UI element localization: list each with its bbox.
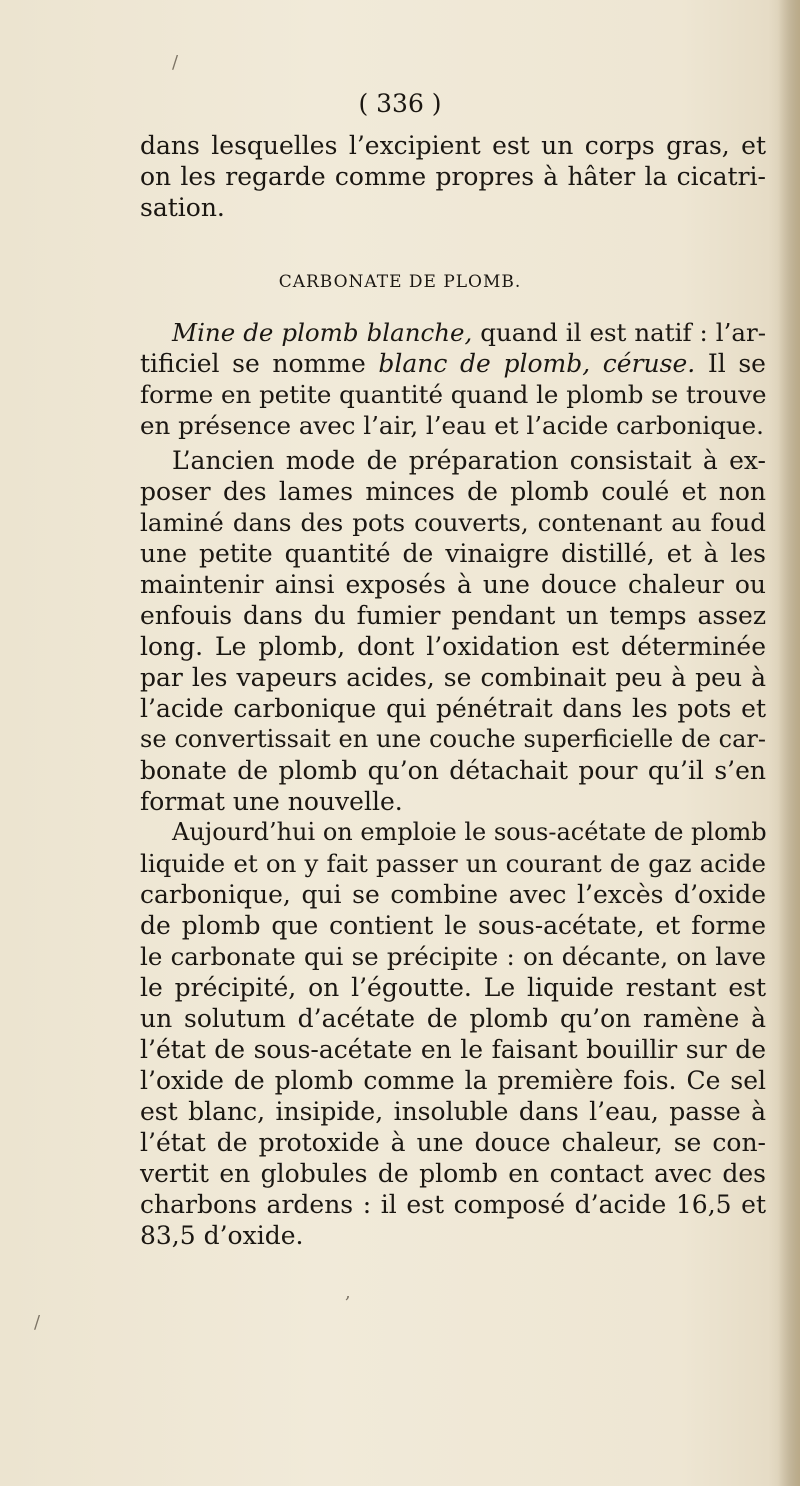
text-line: l’état de sous-acétate en le faisant bouillir sur de <box>140 1035 766 1064</box>
text-line: enfouis dans du fumier pendant un temps assez <box>140 601 766 630</box>
text-line: poser des lames minces de plomb coulé et non <box>140 477 766 506</box>
section-heading: CARBONATE DE PLOMB. <box>278 272 522 292</box>
italic-term: blanc de plomb, céruse. <box>378 349 696 378</box>
text-line: forme en petite quantité quand le plomb se trouve <box>140 380 767 409</box>
text-line: par les vapeurs acides, se combinait peu à peu à <box>140 663 766 692</box>
text-line: L’ancien mode de préparation consistait à ex- <box>172 446 766 475</box>
text-span: quand il est natif : l’ar- <box>472 318 766 347</box>
text-line: le carbonate qui se précipite : on décante, on lave <box>140 942 766 971</box>
text-line: bonate de plomb qu’on détachait pour qu’il s’en <box>140 756 766 785</box>
text-line: de plomb que contient le sous-acétate, et forme <box>140 911 766 940</box>
text-line: maintenir ainsi exposés à une douce chaleur ou <box>140 570 766 599</box>
paragraph-2 <box>140 445 766 817</box>
text-line: format une nouvelle. <box>140 787 403 816</box>
page-number: ( 336 ) <box>358 89 442 118</box>
text-span: tificiel se nomme <box>140 349 379 378</box>
text-line: charbons ardens : il est composé d’acide 16,5 et <box>140 1190 766 1219</box>
text-line: laminé dans des pots couverts, contenant au foud <box>140 508 766 537</box>
text-span: Il se <box>695 349 766 378</box>
text-line: carbonique, qui se combine avec l’excès d’oxide <box>140 880 766 909</box>
stray-mark: / <box>172 52 179 73</box>
text-line: vertit en globules de plomb en contact avec des <box>140 1159 766 1188</box>
intro-paragraph <box>140 130 766 223</box>
text-line: l’oxide de plomb comme la première fois. Ce sel <box>140 1066 766 1095</box>
text-line: une petite quantité de vinaigre distillé, et à les <box>140 539 766 568</box>
text-line: Aujourd’hui on emploie le sous-acétate de plomb <box>172 818 767 846</box>
text-line: est blanc, insipide, insoluble dans l’eau, passe à <box>140 1097 766 1126</box>
text-line: un solutum d’acétate de plomb qu’on ramène à <box>140 1004 766 1033</box>
page-edge-shadow <box>778 0 800 1486</box>
paragraph-1 <box>140 317 766 441</box>
text-line: long. Le plomb, dont l’oxidation est déterminée <box>140 632 766 661</box>
text-line <box>140 317 766 348</box>
text-line: liquide et on y fait passer un courant de gaz acide <box>140 849 766 878</box>
text-line: l’état de protoxide à une douce chaleur, se con- <box>140 1128 766 1157</box>
paragraph-3 <box>140 817 766 1251</box>
text-line: on les regarde comme propres à hâter la cicatri- <box>140 162 766 191</box>
text-line: 83,5 d’oxide. <box>140 1221 304 1250</box>
text-line: se convertissait en une couche superficielle de car- <box>140 725 766 753</box>
text-line: le précipité, on l’égoutte. Le liquide restant est <box>140 973 766 1002</box>
text-line: l’acide carbonique qui pénétrait dans les pots et <box>140 694 766 723</box>
text-line: dans lesquelles l’excipient est un corps gras, et <box>140 131 766 160</box>
stray-mark: , <box>345 1282 351 1303</box>
text-line <box>140 348 766 379</box>
text-line: en présence avec l’air, l’eau et l’acide carbonique. <box>140 411 764 440</box>
italic-term: Mine de plomb blanche, <box>172 318 473 347</box>
stray-mark: / <box>34 1312 41 1333</box>
text-line: sation. <box>140 193 225 222</box>
